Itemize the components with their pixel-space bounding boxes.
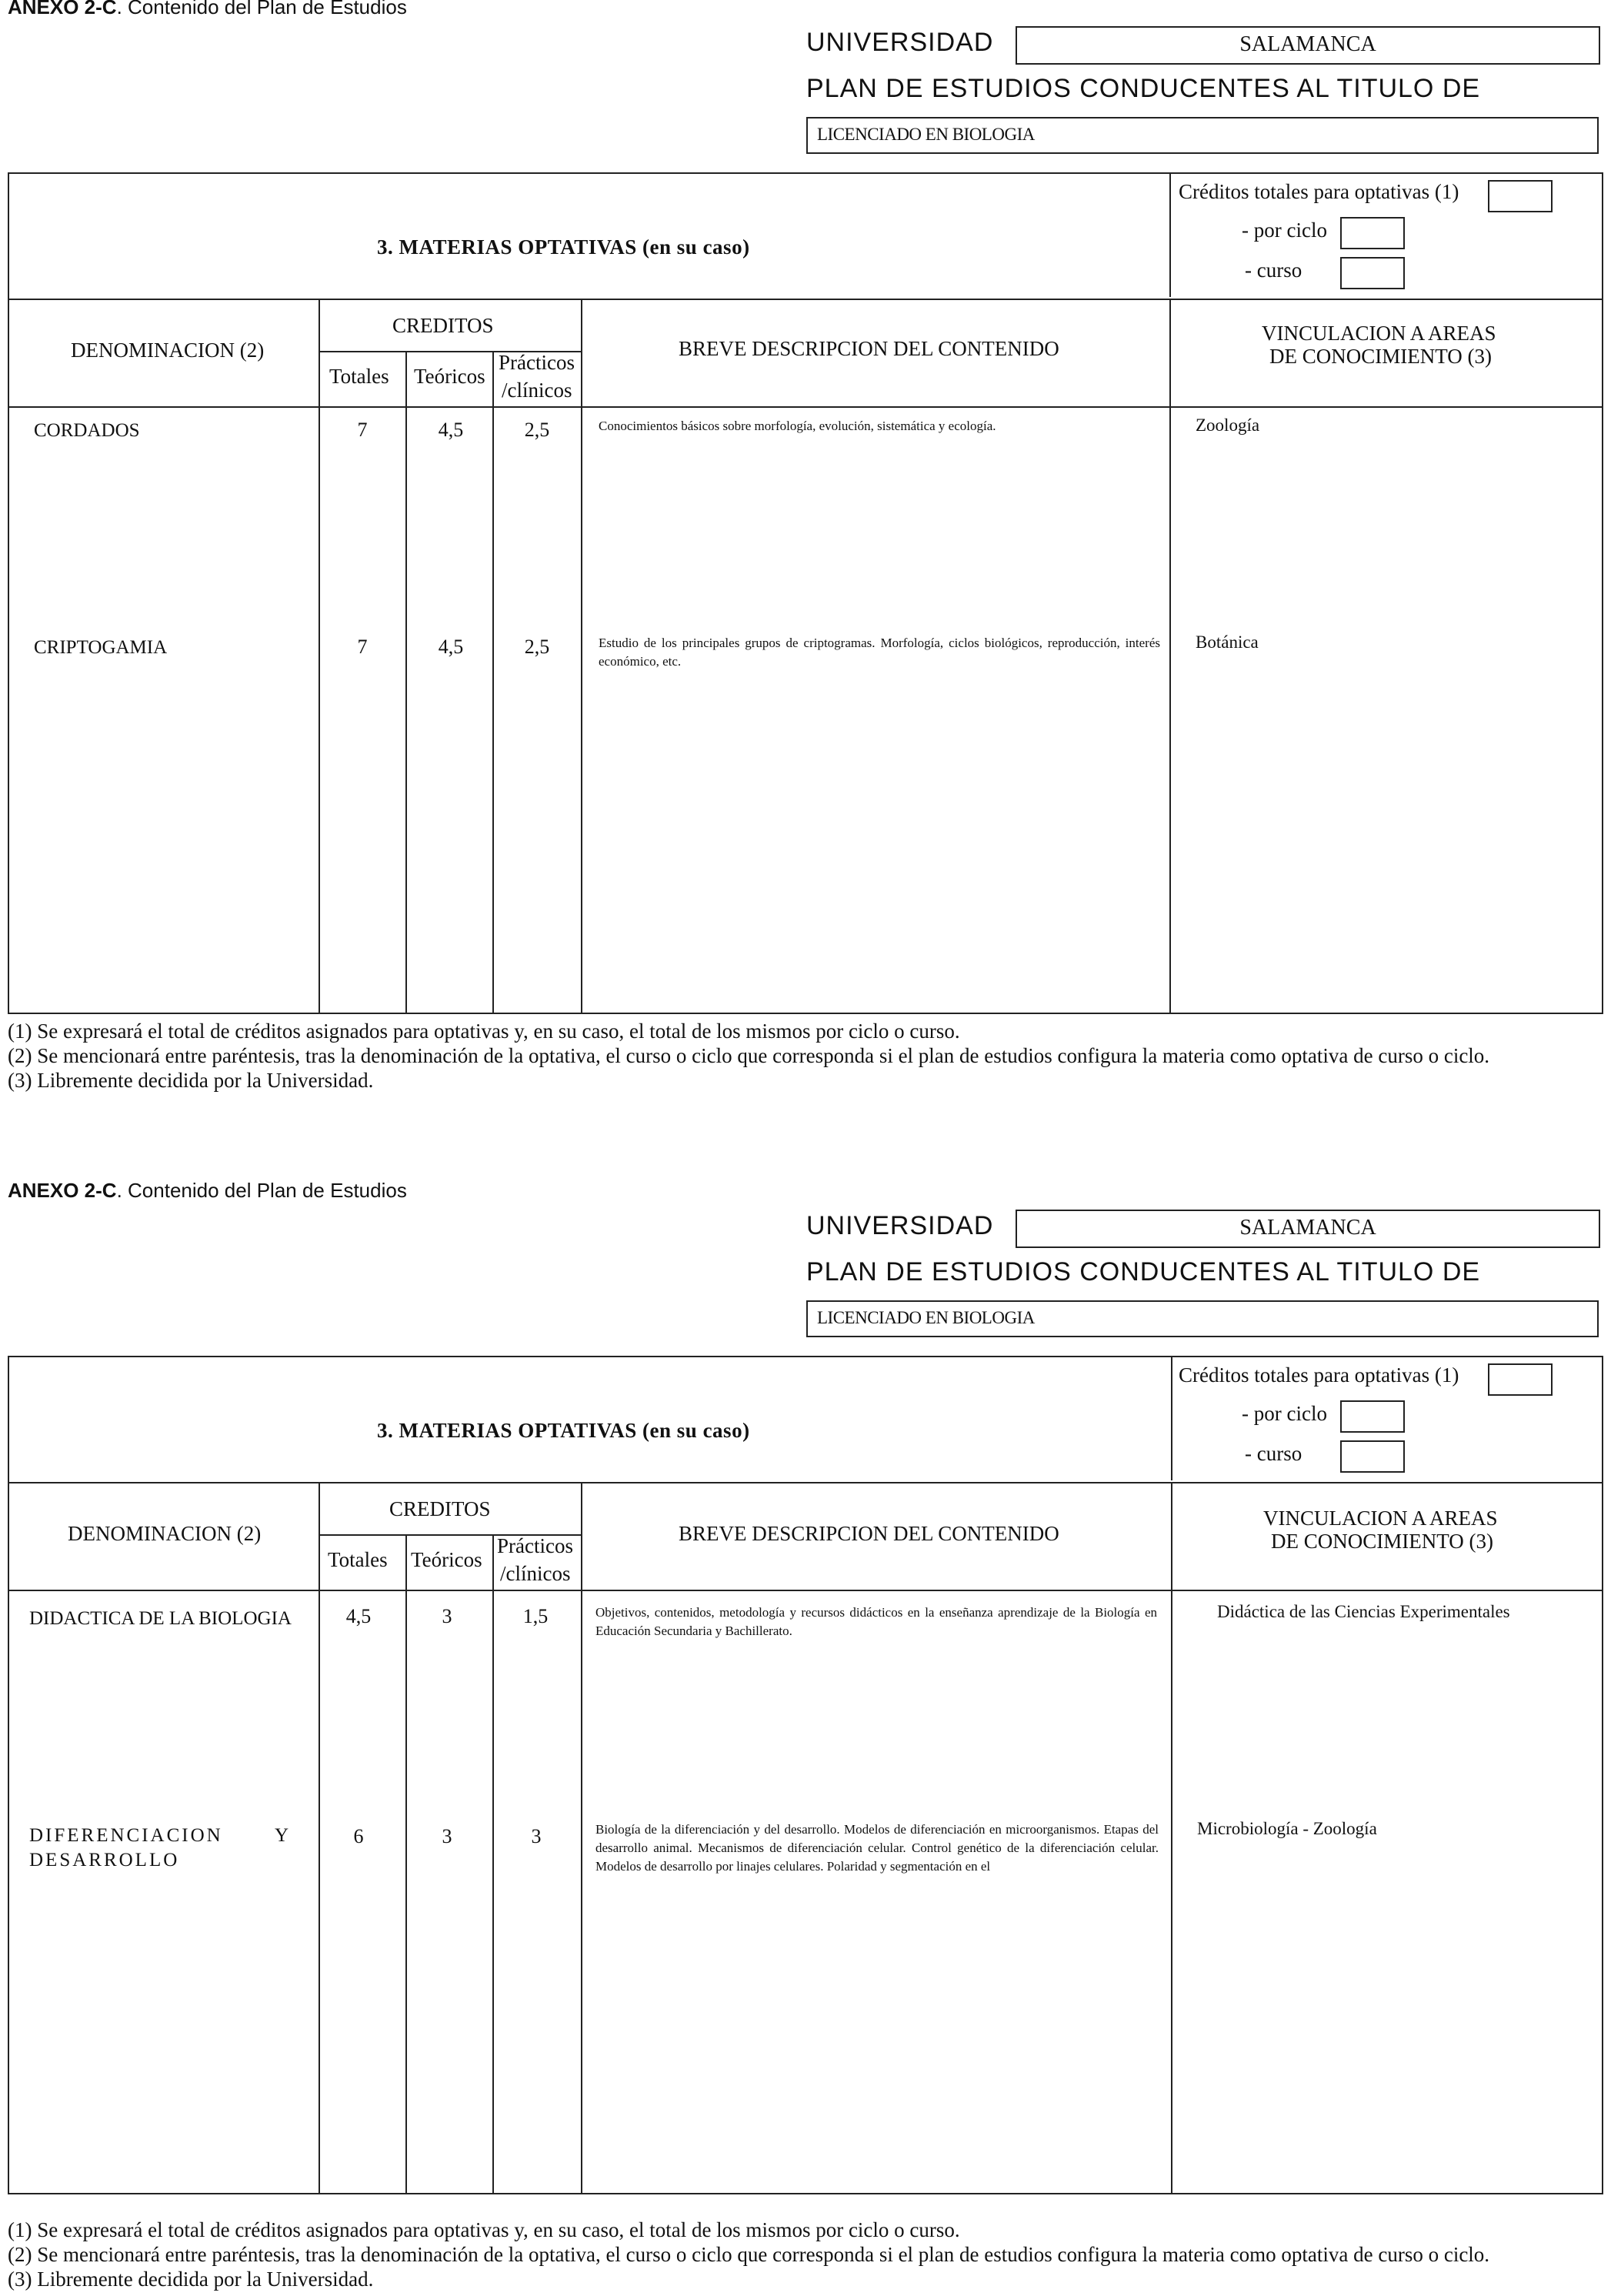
row-totales: 7	[357, 636, 368, 658]
materias-title: 3. MATERIAS OPTATIVAS (en su caso)	[377, 235, 750, 259]
footnotes	[8, 1019, 1489, 1093]
row-totales: 7	[357, 419, 368, 441]
titulo-value: LICENCIADO EN BIOLOGIA	[817, 125, 1035, 144]
por-ciclo-label: - por ciclo	[1242, 1402, 1327, 1425]
row-teoricos: 4,5	[438, 636, 464, 658]
row-area: Zoología	[1196, 415, 1260, 435]
por-ciclo-box	[1340, 217, 1405, 249]
footnote-2: (2) Se mencionará entre paréntesis, tras la denominación de la optativa, el curso o ciclo que corresponda si el plan de estudios configura la materia como optativa de curso o ciclo.	[8, 2243, 1490, 2266]
header-totales: Totales	[329, 365, 389, 388]
universidad-value: SALAMANCA	[1239, 1216, 1376, 1240]
header-practicos: Prácticos	[497, 1534, 573, 1557]
universidad-value: SALAMANCA	[1239, 32, 1376, 56]
footnote-1: (1) Se expresará el total de créditos asignados para optativas y, en su caso, el total de los mismos por ciclo o curso.	[8, 2218, 960, 2241]
curso-label: - curso	[1245, 259, 1302, 282]
materias-table	[8, 1356, 1603, 2194]
col-divider-1	[319, 1482, 320, 2193]
header-creditos: CREDITOS	[392, 314, 494, 337]
column-header-divider	[9, 406, 1602, 408]
row-teoricos: 3	[442, 1605, 452, 1627]
col-divider-2	[405, 1534, 407, 2193]
universidad-box	[1016, 1210, 1600, 1248]
creditos-totales-label: Créditos totales para optativas (1)	[1179, 1363, 1459, 1387]
col-divider-4	[581, 299, 582, 1013]
por-ciclo-box	[1340, 1400, 1405, 1433]
header-totales: Totales	[328, 1548, 388, 1571]
row-area: Botánica	[1196, 632, 1259, 652]
footnote-2: (2) Se mencionará entre paréntesis, tras la denominación de la optativa, el curso o ciclo que corresponda si el plan de estudios configura la materia como optativa de curso o ciclo.	[8, 1044, 1490, 1067]
titulo-box	[806, 117, 1599, 154]
row-descripcion: Estudio de los principales grupos de criptogramas. Morfología, ciclos biológicos, reproducción, interés económico, etc.	[599, 636, 1160, 669]
plan-title: PLAN DE ESTUDIOS CONDUCENTES AL TITULO DE	[806, 74, 1481, 103]
row-area: Microbiología - Zoología	[1197, 1819, 1377, 1838]
row-totales: 4,5	[345, 1605, 372, 1627]
footnotes	[8, 2218, 1489, 2291]
header-teoricos: Teóricos	[414, 365, 485, 388]
row-denominacion: DIFERENCIACION Y DESARROLLO	[29, 1825, 291, 1871]
header-denominacion: DENOMINACION (2)	[71, 339, 265, 362]
row-practicos: 2,5	[524, 419, 550, 441]
curso-label: - curso	[1245, 1442, 1302, 1465]
materias-title: 3. MATERIAS OPTATIVAS (en su caso)	[377, 1419, 750, 1442]
col-divider-5	[1171, 1482, 1172, 2193]
curso-box	[1340, 257, 1405, 289]
row-descripcion: Conocimientos básicos sobre morfología, evolución, sistemática y ecología.	[599, 419, 996, 433]
col-divider-5	[1169, 299, 1171, 1013]
anexo-heading: ANEXO 2-C. Contenido del Plan de Estudios	[8, 0, 407, 18]
row-denominacion: DIDACTICA DE LA BIOLOGIA	[29, 1608, 292, 1629]
universidad-box	[1016, 26, 1600, 65]
header-right-divider	[1171, 1357, 1172, 1480]
header-vinculacion: VINCULACION A AREAS	[1263, 1507, 1498, 1530]
creditos-totales-box	[1488, 180, 1553, 212]
header-descripcion: BREVE DESCRIPCION DEL CONTENIDO	[679, 1522, 1059, 1545]
plan-title: PLAN DE ESTUDIOS CONDUCENTES AL TITULO DE	[806, 1257, 1481, 1286]
curso-box	[1340, 1440, 1405, 1473]
row-totales: 6	[353, 1825, 364, 1847]
anexo-heading: ANEXO 2-C. Contenido del Plan de Estudios	[8, 1179, 407, 1202]
titulo-box	[806, 1300, 1599, 1337]
universidad-label: UNIVERSIDAD	[806, 28, 994, 57]
col-divider-2	[405, 351, 407, 1013]
row-practicos: 1,5	[522, 1605, 549, 1627]
footnote-3: (3) Libremente decidida por la Universidad.	[8, 2268, 374, 2291]
row-area: Didáctica de las Ciencias Experimentales	[1217, 1602, 1510, 1621]
header-denominacion: DENOMINACION (2)	[68, 1522, 262, 1545]
header-divider	[9, 299, 1602, 300]
header-divider	[9, 1482, 1602, 1483]
col-divider-4	[581, 1482, 582, 2193]
header-conocimiento: DE CONOCIMIENTO (3)	[1269, 345, 1492, 368]
row-denominacion: CRIPTOGAMIA	[34, 637, 168, 658]
row-descripcion: Biología de la diferenciación y del desarrollo. Modelos de diferenciación en microorganismos. Etapas del desarrollo animal. Mecanismos de diferenciación celular. Control genético de la diferenciación celular. Modelos de desarrollo por linajes celulares. Polaridad y segmentación en el	[595, 1822, 1159, 1874]
row-teoricos: 4,5	[438, 419, 464, 441]
footnote-1: (1) Se expresará el total de créditos asignados para optativas y, en su caso, el total de los mismos por ciclo o curso.	[8, 1020, 960, 1043]
header-creditos: CREDITOS	[389, 1497, 491, 1520]
row-descripcion: Objetivos, contenidos, metodología y recursos didácticos en la enseñanza aprendizaje de la Biología en Educación Secundaria y Bachillerato.	[595, 1605, 1157, 1638]
universidad-label: UNIVERSIDAD	[806, 1211, 994, 1240]
row-practicos: 2,5	[524, 636, 550, 658]
row-practicos: 3	[531, 1825, 542, 1847]
creditos-totales-label: Créditos totales para optativas (1)	[1179, 180, 1459, 203]
header-vinculacion: VINCULACION A AREAS	[1262, 322, 1496, 345]
por-ciclo-label: - por ciclo	[1242, 219, 1327, 242]
row-denominacion: CORDADOS	[34, 420, 140, 441]
header-conocimiento: DE CONOCIMIENTO (3)	[1271, 1530, 1493, 1553]
col-divider-3	[492, 351, 494, 1013]
header-clinicos: /clínicos	[500, 1562, 571, 1585]
footnote-3: (3) Libremente decidida por la Universidad.	[8, 1069, 374, 1092]
header-right-divider	[1169, 174, 1171, 297]
col-divider-1	[319, 299, 320, 1013]
row-teoricos: 3	[442, 1825, 452, 1847]
column-header-divider	[9, 1590, 1602, 1591]
titulo-value: LICENCIADO EN BIOLOGIA	[817, 1308, 1035, 1327]
col-divider-3	[492, 1534, 494, 2193]
header-clinicos: /clínicos	[502, 379, 572, 402]
materias-table	[8, 172, 1603, 1014]
creditos-totales-box	[1488, 1363, 1553, 1396]
header-teoricos: Teóricos	[411, 1548, 482, 1571]
header-practicos: Prácticos	[499, 351, 575, 374]
header-descripcion: BREVE DESCRIPCION DEL CONTENIDO	[679, 337, 1059, 360]
